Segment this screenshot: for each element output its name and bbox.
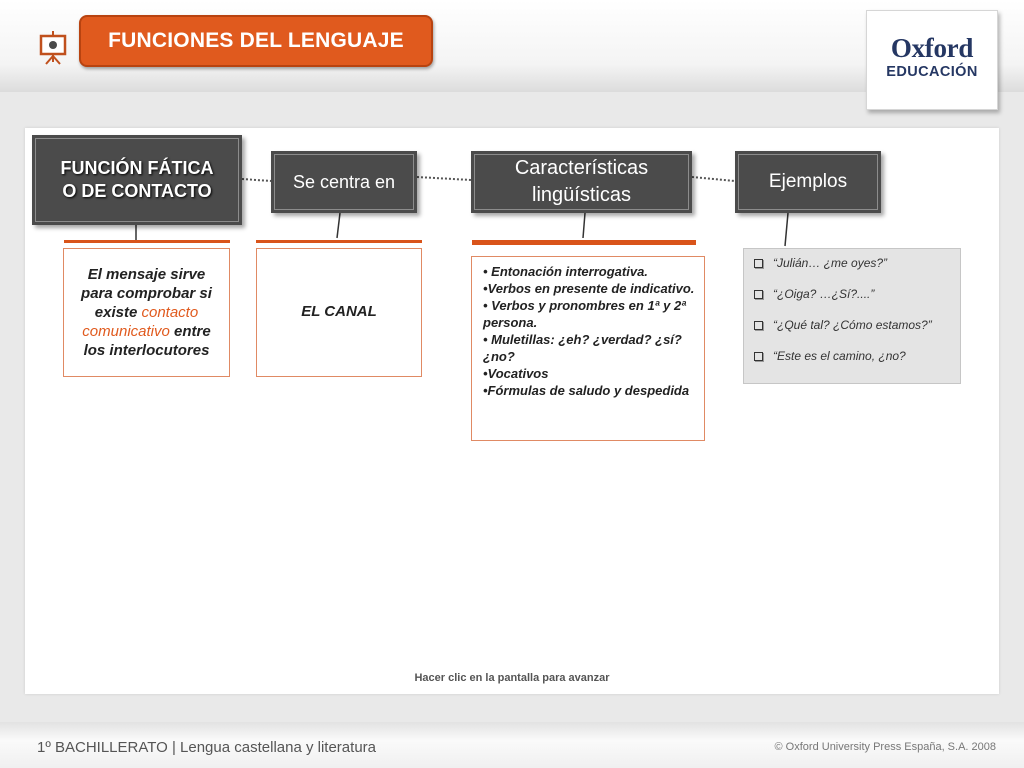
caracteristicas-line2: lingüísticas [532,184,631,206]
funcion-title-line1: FUNCIÓN FÁTICA [60,157,214,178]
list-item: •Fórmulas de saludo y despedida [483,383,690,398]
mensaje-description-box [63,248,230,377]
logo-subtitle: EDUCACIÓN [886,64,978,80]
caracteristicas-list-box [471,256,705,441]
canal-box [256,248,422,377]
checkbox-bullet-icon [754,259,763,268]
checkbox-bullet-icon [754,352,763,361]
list-item [754,255,960,271]
list-item: •Verbos en presente de indicativo. [483,281,695,296]
ejemplo-text: “¿Qué tal? ¿Cómo estamos?” [773,318,932,332]
caracteristicas-line1: Características [514,157,649,179]
page-title: FUNCIONES DEL LENGUAJE [79,15,433,67]
list-item: • Verbos y pronombres en 1ª y 2ª persona. [483,298,686,330]
list-item: •Vocativos [483,366,549,381]
course-label: 1º BACHILLERATO | Lengua castellana y literatura [37,739,376,756]
ejemplos-box [735,151,881,213]
ejemplos-label: Ejemplos [768,171,848,192]
accent-bar-mensaje [64,240,230,243]
caracteristicas-box [471,151,692,213]
checkbox-bullet-icon [754,290,763,299]
list-item: • Entonación interrogativa. [483,264,648,279]
copyright-label: © Oxford University Press España, S.A. 2008 [774,741,996,753]
logo-brand: Oxford [890,33,974,63]
ejemplos-list-box [743,248,961,384]
list-item [754,286,960,302]
canal-text: EL CANAL [301,303,377,320]
ejemplo-text: “Este es el camino, ¿no? [773,349,906,363]
accent-bar-canal [256,240,422,243]
accent-bar-caracteristicas [472,240,696,245]
mensaje-highlight: contacto comunicativo [82,304,199,340]
se-centra-en-label: Se centra en [292,171,396,192]
ejemplo-text: “¿Oiga? …¿Sí?....” [773,287,875,301]
list-item: • Muletillas: ¿eh? ¿verdad? ¿sí? ¿no? [483,332,682,364]
funcion-fatica-box [32,135,242,225]
checkbox-bullet-icon [754,321,763,330]
se-centra-en-box [271,151,417,213]
advance-hint: Hacer clic en la pantalla para avanzar [414,672,610,684]
mensaje-text-part1: El mensaje sirve para comprobar si existe [81,266,212,321]
list-item [754,317,960,333]
list-item [754,348,960,364]
mensaje-text-part2: entre los interlocutores [83,323,211,359]
ejemplo-text: “Julián… ¿me oyes?” [773,256,888,270]
funcion-title-line2: O DE CONTACTO [62,181,212,201]
